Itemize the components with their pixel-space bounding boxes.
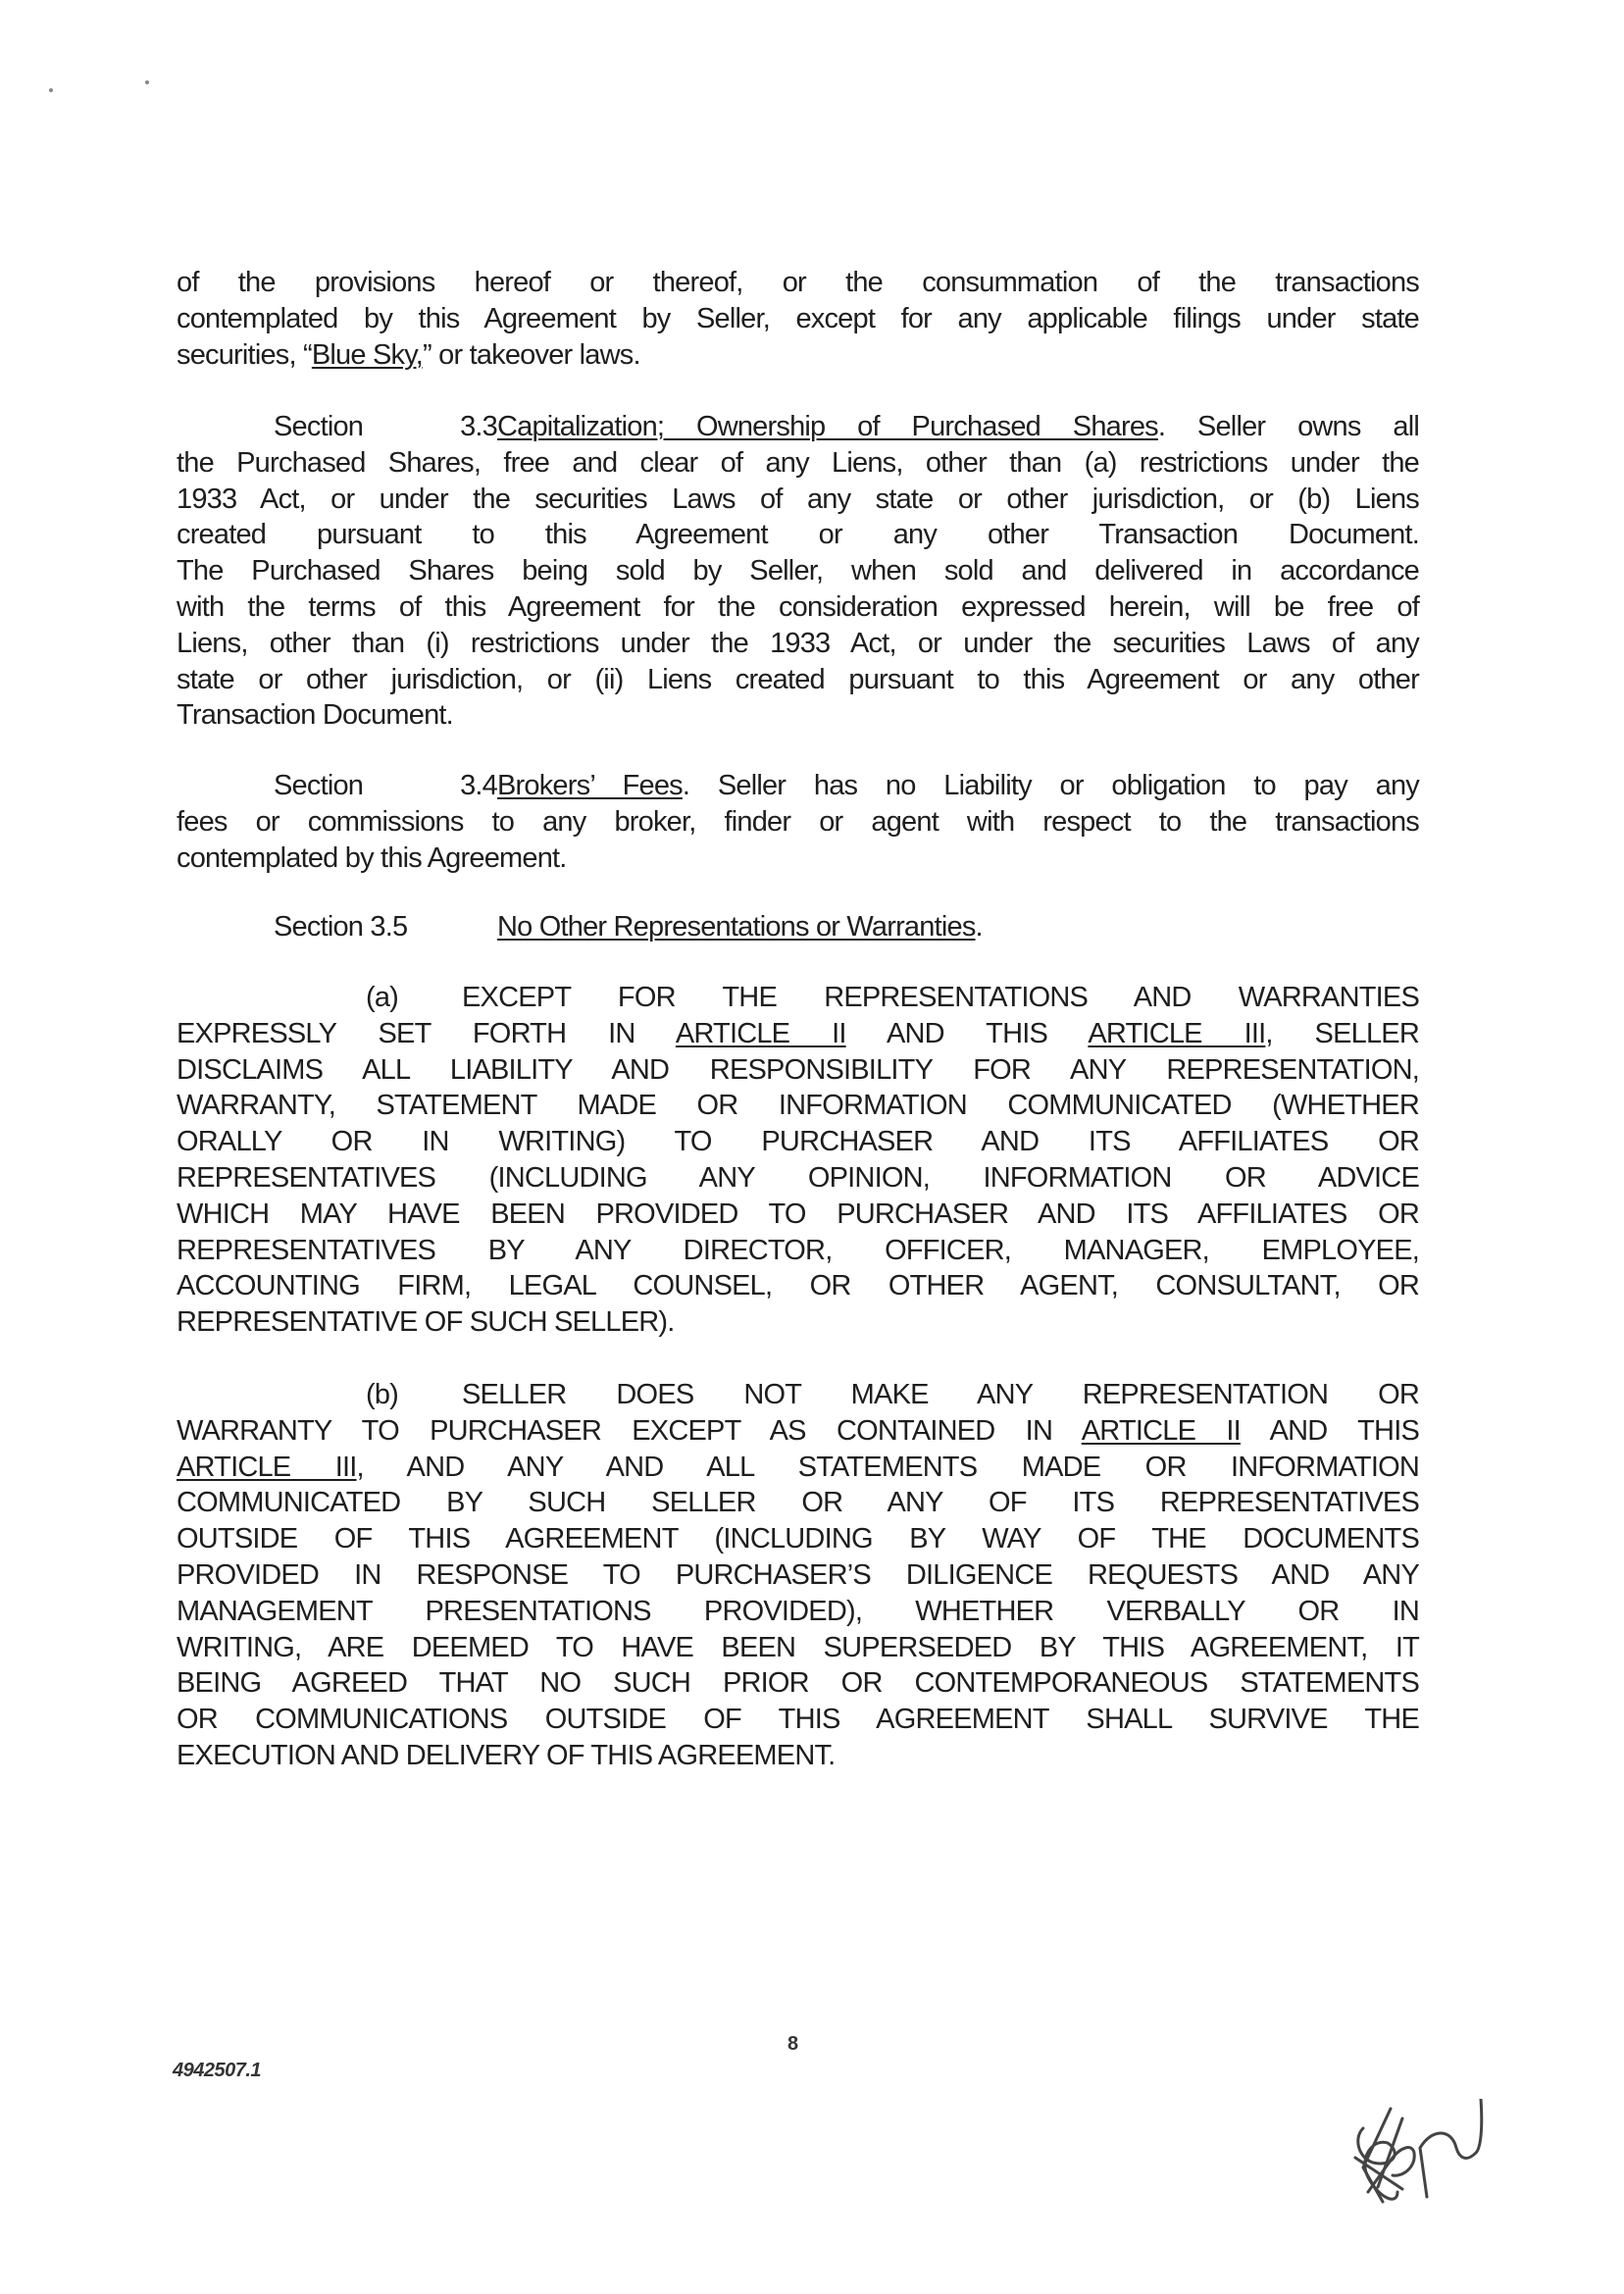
section-label: Section 3.5: [274, 911, 408, 943]
clause-b: [177, 1377, 1419, 1774]
text-line: ARTICLE III, AND ANY AND ALL STATEMENTS MADE OR INFORMATION: [177, 1451, 1419, 1483]
underlined-reference: Blue Sky,: [311, 338, 424, 371]
section-3-3: [177, 409, 1419, 734]
text-line: fees or commissions to any broker, finder or agent with respect to the transactions: [177, 805, 1419, 838]
underlined-reference: No Other Representations or Warranties: [497, 911, 976, 943]
text-line: of the provisions hereof or thereof, or the consummation of the transactions: [177, 267, 1419, 298]
text-line: WRITING, ARE DEEMED TO HAVE BEEN SUPERSEDED BY THIS AGREEMENT, IT: [177, 1631, 1419, 1663]
section-label: Section 3.3: [274, 411, 497, 442]
text-line: REPRESENTATIVES BY ANY DIRECTOR, OFFICER, MANAGER, EMPLOYEE,: [177, 1234, 1419, 1266]
underlined-reference: ARTICLE II: [1081, 1414, 1241, 1447]
text-line: Section 3.3Capitalization; Ownership of Purchased Shares. Seller owns all: [177, 409, 1419, 445]
clause-a: [177, 980, 1419, 1341]
text-line: ACCOUNTING FIRM, LEGAL COUNSEL, OR OTHER AGENT, CONSULTANT, OR: [177, 1270, 1419, 1302]
text-line: (a) EXCEPT FOR THE REPRESENTATIONS AND WARRANTIES: [177, 980, 1419, 1016]
section-label: Section 3.4: [274, 770, 497, 801]
underlined-reference: Capitalization; Ownership of Purchased Shares: [497, 411, 1158, 442]
text-line: Section 3.4Brokers’ Fees. Seller has no Liability or obligation to pay any: [177, 768, 1419, 804]
underlined-reference: ARTICLE III: [177, 1451, 357, 1483]
text-line: BEING AGREED THAT NO SUCH PRIOR OR CONTEMPORANEOUS STATEMENTS: [177, 1667, 1419, 1700]
text-line: DISCLAIMS ALL LIABILITY AND RESPONSIBILITY FOR ANY REPRESENTATION,: [177, 1053, 1419, 1086]
text-line: EXPRESSLY SET FORTH IN ARTICLE II AND THIS ARTICLE III, SELLER: [177, 1017, 1419, 1049]
text-line: REPRESENTATIVE OF SUCH SELLER).: [177, 1306, 675, 1339]
section-3-5: [177, 909, 1419, 945]
text-line: (b) SELLER DOES NOT MAKE ANY REPRESENTATION OR: [177, 1377, 1419, 1413]
text-line: contemplated by this Agreement by Seller, except for any applicable filings under state: [177, 302, 1419, 334]
underlined-reference: ARTICLE III: [1088, 1017, 1266, 1049]
scan-speck: [145, 80, 149, 84]
text-line: securities, “Blue Sky,” or takeover laws.: [177, 338, 640, 371]
text-line: state or other jurisdiction, or (ii) Liens created pursuant to this Agreement or any other: [177, 663, 1419, 695]
text-line: PROVIDED IN RESPONSE TO PURCHASER’S DILIGENCE REQUESTS AND ANY: [177, 1558, 1419, 1591]
text-line: Section 3.5 No Other Representations or Warranties.: [177, 909, 1419, 945]
section-3-4: [177, 768, 1419, 876]
text-line: EXECUTION AND DELIVERY OF THIS AGREEMENT.: [177, 1739, 836, 1771]
scan-speck: [49, 88, 53, 92]
underlined-reference: Brokers’ Fees: [497, 770, 683, 801]
text-line: created pursuant to this Agreement or any other Transaction Document.: [177, 519, 1419, 551]
text-line: WARRANTY TO PURCHASER EXCEPT AS CONTAINED IN ARTICLE II AND THIS: [177, 1414, 1420, 1447]
text-line: ORALLY OR IN WRITING) TO PURCHASER AND ITS AFFILIATES OR: [177, 1126, 1419, 1158]
text-line: WHICH MAY HAVE BEEN PROVIDED TO PURCHASER AND ITS AFFILIATES OR: [177, 1198, 1419, 1230]
text-line: MANAGEMENT PRESENTATIONS PROVIDED), WHETHER VERBALLY OR IN: [177, 1595, 1419, 1627]
text-line: OR COMMUNICATIONS OUTSIDE OF THIS AGREEMENT SHALL SURVIVE THE: [177, 1704, 1419, 1736]
document-id: 4942507.1: [173, 2060, 262, 2081]
page-number: 8: [787, 2033, 799, 2055]
section-label: (b): [366, 1379, 399, 1410]
text-line: 1933 Act, or under the securities Laws of any state or other jurisdiction, or (b) Liens: [177, 483, 1419, 515]
text-line: WARRANTY, STATEMENT MADE OR INFORMATION COMMUNICATED (WHETHER: [177, 1090, 1419, 1122]
text-line: contemplated by this Agreement.: [177, 841, 567, 874]
section-label: (a): [366, 982, 399, 1013]
text-line: REPRESENTATIVES (INCLUDING ANY OPINION, INFORMATION OR ADVICE: [177, 1161, 1419, 1194]
text-line: COMMUNICATED BY SUCH SELLER OR ANY OF ITS REPRESENTATIVES: [177, 1487, 1419, 1519]
text-line: with the terms of this Agreement for the consideration expressed herein, will be free of: [177, 590, 1419, 623]
text-line: the Purchased Shares, free and clear of any Liens, other than (a) restrictions under the: [177, 446, 1419, 479]
intro-paragraph: [177, 265, 1419, 373]
text-line: Transaction Document.: [177, 699, 453, 732]
text-line: The Purchased Shares being sold by Seller, when sold and delivered in accordance: [177, 555, 1419, 587]
text-line: OUTSIDE OF THIS AGREEMENT (INCLUDING BY WAY OF THE DOCUMENTS: [177, 1523, 1419, 1555]
underlined-reference: ARTICLE II: [675, 1017, 846, 1049]
handwritten-initials-signature: [1344, 2099, 1559, 2236]
text-line: Liens, other than (i) restrictions under the 1933 Act, or under the securities Laws of any: [177, 627, 1419, 659]
